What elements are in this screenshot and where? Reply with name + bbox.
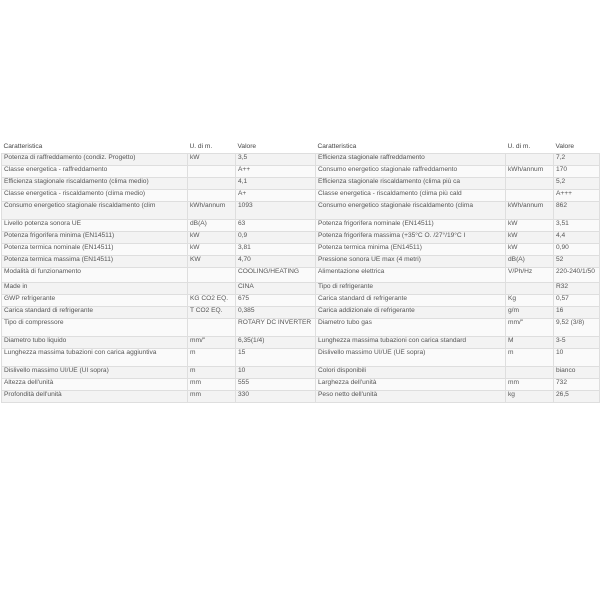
characteristic-name: Potenza termica massima (EN14511) bbox=[2, 256, 188, 268]
unit-cell: kg bbox=[506, 391, 554, 403]
table-row bbox=[2, 202, 600, 220]
value-cell: 63 bbox=[236, 220, 316, 232]
characteristic-name: Dislivello massimo UI/UE (UI sopra) bbox=[2, 367, 188, 379]
table-row bbox=[2, 154, 600, 166]
value-cell: 16 bbox=[554, 307, 600, 319]
unit-cell: V/Ph/Hz bbox=[506, 268, 554, 283]
unit-cell bbox=[188, 283, 236, 295]
characteristic-name: Consumo energetico stagionale riscaldamento (clima bbox=[316, 202, 506, 220]
characteristic-name: Alimentazione elettrica bbox=[316, 268, 506, 283]
characteristic-name: Efficienza stagionale riscaldamento (clima medio) bbox=[2, 178, 188, 190]
value-cell: ROTARY DC INVERTER bbox=[236, 319, 316, 337]
unit-cell: T CO2 EQ. bbox=[188, 307, 236, 319]
table-row bbox=[2, 220, 600, 232]
value-cell: 732 bbox=[554, 379, 600, 391]
unit-cell: kW bbox=[506, 220, 554, 232]
unit-cell: kW bbox=[188, 232, 236, 244]
characteristic-name: Diametro tubo liquido bbox=[2, 337, 188, 349]
header-row bbox=[2, 140, 600, 154]
value-cell: CINA bbox=[236, 283, 316, 295]
characteristic-name: Potenza termica nominale (EN14511) bbox=[2, 244, 188, 256]
characteristic-name: Pressione sonora UE max (4 metri) bbox=[316, 256, 506, 268]
value-cell: 3,5 bbox=[236, 154, 316, 166]
value-cell: 220-240/1/50 bbox=[554, 268, 600, 283]
characteristic-name: Modalità di funzionamento bbox=[2, 268, 188, 283]
value-cell: 52 bbox=[554, 256, 600, 268]
characteristic-name: Lunghezza massima tubazioni con carica aggiuntiva bbox=[2, 349, 188, 367]
header-characteristic-right: Caratteristica bbox=[317, 143, 357, 151]
unit-cell: m bbox=[188, 349, 236, 367]
table-row bbox=[2, 337, 600, 349]
value-cell: 10 bbox=[236, 367, 316, 379]
table-row bbox=[2, 307, 600, 319]
value-cell: COOLING/HEATING bbox=[236, 268, 316, 283]
characteristic-name: Carica standard di refrigerante bbox=[316, 295, 506, 307]
characteristic-name: Lunghezza massima tubazioni con carica standard bbox=[316, 337, 506, 349]
value-cell: 7,2 bbox=[554, 154, 600, 166]
characteristic-name: Consumo energetico stagionale raffreddamento bbox=[316, 166, 506, 178]
unit-cell bbox=[506, 283, 554, 295]
table-row bbox=[2, 190, 600, 202]
table-row bbox=[2, 283, 600, 295]
table-row bbox=[2, 178, 600, 190]
table-row bbox=[2, 268, 600, 283]
characteristic-name: Colori disponibili bbox=[316, 367, 506, 379]
characteristic-name: Livello potenza sonora UE bbox=[2, 220, 188, 232]
unit-cell: kW bbox=[506, 232, 554, 244]
unit-cell bbox=[188, 166, 236, 178]
characteristic-name: Carica standard di refrigerante bbox=[2, 307, 188, 319]
table-row bbox=[2, 319, 600, 337]
value-cell: 1093 bbox=[236, 202, 316, 220]
value-cell: 4,70 bbox=[236, 256, 316, 268]
characteristic-name: Made in bbox=[2, 283, 188, 295]
unit-cell bbox=[188, 178, 236, 190]
characteristic-name: Tipo di compressore bbox=[2, 319, 188, 337]
unit-cell: kW bbox=[188, 154, 236, 166]
value-cell: A+++ bbox=[554, 190, 600, 202]
value-cell: R32 bbox=[554, 283, 600, 295]
table-row bbox=[2, 256, 600, 268]
unit-cell: mm/" bbox=[506, 319, 554, 337]
characteristic-name: Potenza frigorifera minima (EN14511) bbox=[2, 232, 188, 244]
value-cell: bianco bbox=[554, 367, 600, 379]
table-row bbox=[2, 166, 600, 178]
unit-cell: KG CO2 EQ. bbox=[188, 295, 236, 307]
characteristic-name: Classe energetica - raffreddamento bbox=[2, 166, 188, 178]
characteristic-name: Profondità dell'unità bbox=[2, 391, 188, 403]
table-row bbox=[2, 232, 600, 244]
unit-cell bbox=[506, 178, 554, 190]
table-row bbox=[2, 244, 600, 256]
table-row bbox=[2, 349, 600, 367]
unit-cell: m bbox=[506, 349, 554, 367]
value-cell: A++ bbox=[236, 166, 316, 178]
characteristic-name: Carica addizionale di refrigerante bbox=[316, 307, 506, 319]
value-cell: 0,385 bbox=[236, 307, 316, 319]
spec-table bbox=[1, 140, 600, 403]
table-row bbox=[2, 379, 600, 391]
unit-cell: mm bbox=[188, 379, 236, 391]
characteristic-name: Tipo di refrigerante bbox=[316, 283, 506, 295]
value-cell: A+ bbox=[236, 190, 316, 202]
unit-cell: kWh/annum bbox=[506, 202, 554, 220]
value-cell: 675 bbox=[236, 295, 316, 307]
value-cell: 3-5 bbox=[554, 337, 600, 349]
unit-cell bbox=[188, 319, 236, 337]
unit-cell: kWh/annum bbox=[188, 202, 236, 220]
value-cell: 26,5 bbox=[554, 391, 600, 403]
characteristic-name: Potenza frigorifera nominale (EN14511) bbox=[316, 220, 506, 232]
unit-cell: dB(A) bbox=[188, 220, 236, 232]
value-cell: 862 bbox=[554, 202, 600, 220]
characteristic-name: Efficienza stagionale raffreddamento bbox=[316, 154, 506, 166]
characteristic-name: Altezza dell'unità bbox=[2, 379, 188, 391]
header-unit-right: U. di m. bbox=[507, 143, 531, 151]
characteristic-name: GWP refrigerante bbox=[2, 295, 188, 307]
value-cell: 4,4 bbox=[554, 232, 600, 244]
unit-cell: M bbox=[506, 337, 554, 349]
header-characteristic-left: Caratteristica bbox=[3, 143, 43, 151]
value-cell: 555 bbox=[236, 379, 316, 391]
table-row bbox=[2, 391, 600, 403]
header-value-right: Valore bbox=[555, 143, 575, 151]
value-cell: 330 bbox=[236, 391, 316, 403]
value-cell: 0,90 bbox=[554, 244, 600, 256]
unit-cell: m bbox=[188, 367, 236, 379]
characteristic-name: Potenza termica minima (EN14511) bbox=[316, 244, 506, 256]
unit-cell bbox=[506, 367, 554, 379]
header-unit-left: U. di m. bbox=[189, 143, 213, 151]
unit-cell: mm bbox=[506, 379, 554, 391]
unit-cell: mm bbox=[188, 391, 236, 403]
value-cell: 3,51 bbox=[554, 220, 600, 232]
table-row bbox=[2, 295, 600, 307]
value-cell: 15 bbox=[236, 349, 316, 367]
value-cell: 0,57 bbox=[554, 295, 600, 307]
characteristic-name: Potenza di raffreddamento (condiz. Progetto) bbox=[2, 154, 188, 166]
value-cell: 3,81 bbox=[236, 244, 316, 256]
unit-cell: dB(A) bbox=[506, 256, 554, 268]
characteristic-name: Classe energetica - riscaldamento (clima più cald bbox=[316, 190, 506, 202]
unit-cell: Kg bbox=[506, 295, 554, 307]
unit-cell: g/m bbox=[506, 307, 554, 319]
spec-sheet bbox=[0, 140, 600, 403]
unit-cell: kW bbox=[188, 244, 236, 256]
characteristic-name: Classe energetica - riscaldamento (clima medio) bbox=[2, 190, 188, 202]
characteristic-name: Peso netto dell'unità bbox=[316, 391, 506, 403]
unit-cell bbox=[188, 268, 236, 283]
unit-cell: kW bbox=[506, 244, 554, 256]
value-cell: 6,35(1/4) bbox=[236, 337, 316, 349]
characteristic-name: Dislivello massimo UI/UE (UE sopra) bbox=[316, 349, 506, 367]
value-cell: 0,9 bbox=[236, 232, 316, 244]
table-row bbox=[2, 367, 600, 379]
value-cell: 4,1 bbox=[236, 178, 316, 190]
characteristic-name: Efficienza stagionale riscaldamento (clima più ca bbox=[316, 178, 506, 190]
unit-cell: mm/" bbox=[188, 337, 236, 349]
value-cell: 10 bbox=[554, 349, 600, 367]
value-cell: 5,2 bbox=[554, 178, 600, 190]
value-cell: 170 bbox=[554, 166, 600, 178]
characteristic-name: Potenza frigorifera massima (+35°C O. /27°/19°C I bbox=[316, 232, 506, 244]
characteristic-name: Consumo energetico stagionale riscaldamento (clim bbox=[2, 202, 188, 220]
unit-cell bbox=[506, 154, 554, 166]
unit-cell bbox=[188, 190, 236, 202]
unit-cell: KW bbox=[188, 256, 236, 268]
header-value-left: Valore bbox=[237, 143, 257, 151]
unit-cell: kWh/annum bbox=[506, 166, 554, 178]
characteristic-name: Diametro tubo gas bbox=[316, 319, 506, 337]
value-cell: 9,52 (3/8) bbox=[554, 319, 600, 337]
characteristic-name: Larghezza dell'unità bbox=[316, 379, 506, 391]
unit-cell bbox=[506, 190, 554, 202]
